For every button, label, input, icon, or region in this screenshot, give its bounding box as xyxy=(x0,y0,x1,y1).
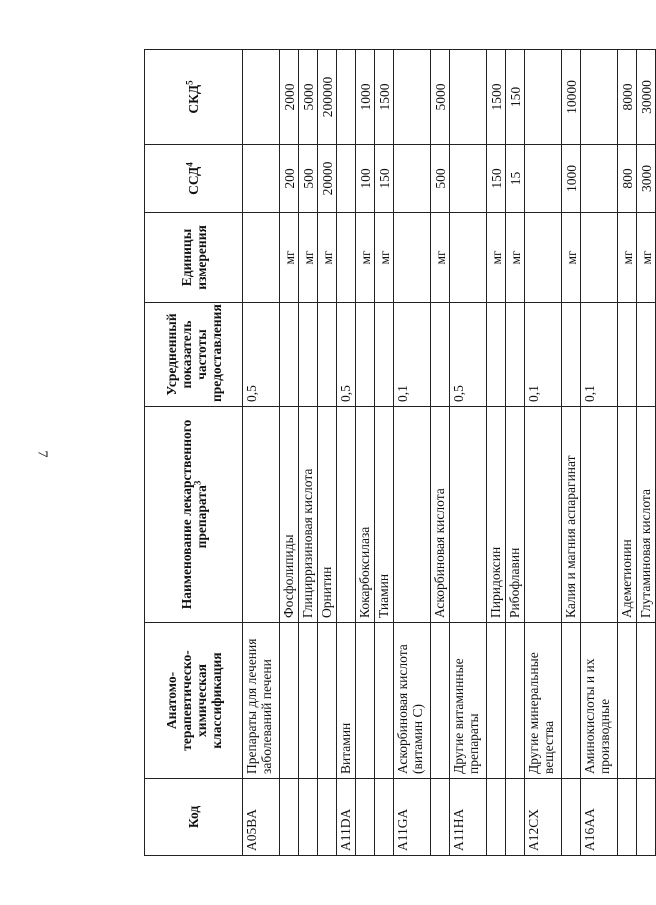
cell-unit xyxy=(525,213,562,303)
cell-frequency xyxy=(318,303,337,407)
cell-ssd: 100 xyxy=(356,145,375,213)
rotated-table-frame xyxy=(144,50,654,856)
cell-frequency xyxy=(299,303,318,407)
header-ssd-text: ССД xyxy=(186,166,201,195)
cell-code: A05BA xyxy=(243,779,280,856)
table-row xyxy=(356,50,375,856)
header-row xyxy=(145,50,243,856)
cell-unit xyxy=(581,213,618,303)
cell-skd xyxy=(581,50,618,145)
cell-frequency xyxy=(487,303,506,407)
cell-frequency xyxy=(280,303,299,407)
cell-frequency: 0,5 xyxy=(243,303,280,407)
table-row xyxy=(450,50,487,856)
table-row xyxy=(431,50,450,856)
cell-code xyxy=(280,779,299,856)
cell-frequency xyxy=(637,303,656,407)
cell-unit xyxy=(337,213,356,303)
header-code: Код xyxy=(145,779,243,856)
table-row xyxy=(299,50,318,856)
table-row xyxy=(562,50,581,856)
drug-table xyxy=(144,49,656,856)
cell-ssd: 1000 xyxy=(562,145,581,213)
cell-ssd xyxy=(450,145,487,213)
cell-atc: Витамин xyxy=(337,623,356,779)
cell-ssd xyxy=(243,145,280,213)
cell-skd xyxy=(243,50,280,145)
cell-atc xyxy=(506,623,525,779)
table-container xyxy=(144,50,654,856)
cell-ssd xyxy=(525,145,562,213)
cell-ssd: 15 xyxy=(506,145,525,213)
cell-drug xyxy=(337,407,356,623)
cell-unit: мг xyxy=(375,213,394,303)
header-unit: Единицы измерения xyxy=(145,213,243,303)
cell-code xyxy=(318,779,337,856)
header-drug-footnote: 3 xyxy=(192,480,202,486)
cell-skd xyxy=(394,50,431,145)
cell-skd: 5000 xyxy=(431,50,450,145)
cell-code xyxy=(562,779,581,856)
table-row xyxy=(618,50,637,856)
cell-skd: 1500 xyxy=(487,50,506,145)
cell-drug: Кокарбоксилаза xyxy=(356,407,375,623)
cell-skd xyxy=(525,50,562,145)
cell-unit: мг xyxy=(487,213,506,303)
cell-atc xyxy=(299,623,318,779)
cell-atc xyxy=(356,623,375,779)
cell-code: A11HA xyxy=(450,779,487,856)
cell-drug: Пиридоксин xyxy=(487,407,506,623)
cell-skd: 5000 xyxy=(299,50,318,145)
table-row xyxy=(394,50,431,856)
cell-atc xyxy=(318,623,337,779)
cell-ssd xyxy=(337,145,356,213)
cell-unit xyxy=(450,213,487,303)
cell-frequency: 0,1 xyxy=(394,303,431,407)
table-row xyxy=(637,50,656,856)
cell-ssd: 800 xyxy=(618,145,637,213)
cell-code xyxy=(356,779,375,856)
cell-frequency xyxy=(562,303,581,407)
cell-atc: Аминокислоты и их производные xyxy=(581,623,618,779)
cell-unit xyxy=(394,213,431,303)
cell-drug: Калия и магния аспарагинат xyxy=(562,407,581,623)
cell-drug: Фосфолипиды xyxy=(280,407,299,623)
cell-atc xyxy=(280,623,299,779)
cell-frequency: 0,1 xyxy=(581,303,618,407)
cell-frequency xyxy=(618,303,637,407)
cell-unit: мг xyxy=(299,213,318,303)
table-row xyxy=(581,50,618,856)
cell-ssd: 150 xyxy=(375,145,394,213)
cell-skd: 1000 xyxy=(356,50,375,145)
cell-code: A11DA xyxy=(337,779,356,856)
cell-skd xyxy=(450,50,487,145)
header-frequency: Усредненный показатель частоты предоставления xyxy=(145,303,243,407)
cell-drug xyxy=(525,407,562,623)
cell-frequency: 0,5 xyxy=(450,303,487,407)
cell-drug: Глицирризиновая кислота xyxy=(299,407,318,623)
cell-ssd: 500 xyxy=(299,145,318,213)
cell-atc: Другие витаминные препараты xyxy=(450,623,487,779)
header-skd xyxy=(145,50,243,145)
cell-drug: Тиамин xyxy=(375,407,394,623)
cell-skd xyxy=(337,50,356,145)
cell-unit: мг xyxy=(318,213,337,303)
cell-atc: Другие минеральные вещества xyxy=(525,623,562,779)
cell-unit: мг xyxy=(431,213,450,303)
cell-ssd: 500 xyxy=(431,145,450,213)
cell-code xyxy=(618,779,637,856)
cell-drug xyxy=(394,407,431,623)
cell-drug xyxy=(581,407,618,623)
cell-skd: 150 xyxy=(506,50,525,145)
cell-ssd xyxy=(581,145,618,213)
cell-drug: Аскорбиновая кислота xyxy=(431,407,450,623)
cell-code: A11GA xyxy=(394,779,431,856)
cell-drug: Глутаминовая кислота xyxy=(637,407,656,623)
cell-unit: мг xyxy=(637,213,656,303)
cell-ssd: 200 xyxy=(280,145,299,213)
cell-frequency xyxy=(375,303,394,407)
cell-drug: Рибофлавин xyxy=(506,407,525,623)
cell-frequency xyxy=(431,303,450,407)
table-row xyxy=(280,50,299,856)
cell-frequency xyxy=(356,303,375,407)
cell-code xyxy=(506,779,525,856)
cell-frequency: 0,1 xyxy=(525,303,562,407)
cell-unit: мг xyxy=(506,213,525,303)
cell-atc: Препараты для лечения заболеваний печени xyxy=(243,623,280,779)
header-drug-text: Наименование лекарственного препарата xyxy=(178,419,209,610)
cell-unit: мг xyxy=(618,213,637,303)
cell-code xyxy=(637,779,656,856)
table-row xyxy=(487,50,506,856)
cell-unit xyxy=(243,213,280,303)
cell-unit: мг xyxy=(356,213,375,303)
cell-atc xyxy=(562,623,581,779)
cell-atc: Аскорбиновая кислота (витамин С) xyxy=(394,623,431,779)
cell-drug: Адеметионин xyxy=(618,407,637,623)
cell-skd: 2000 xyxy=(280,50,299,145)
cell-unit: мг xyxy=(562,213,581,303)
cell-frequency xyxy=(506,303,525,407)
cell-skd: 30000 xyxy=(637,50,656,145)
header-ssd xyxy=(145,145,243,213)
header-skd-footnote: 5 xyxy=(184,80,195,85)
cell-code xyxy=(487,779,506,856)
table-row xyxy=(243,50,280,856)
cell-code xyxy=(299,779,318,856)
cell-drug: Орнитин xyxy=(318,407,337,623)
cell-ssd xyxy=(394,145,431,213)
cell-ssd: 3000 xyxy=(637,145,656,213)
cell-drug xyxy=(450,407,487,623)
table-row xyxy=(337,50,356,856)
cell-code xyxy=(375,779,394,856)
table-row xyxy=(375,50,394,856)
cell-ssd: 150 xyxy=(487,145,506,213)
page-number: 7 xyxy=(34,450,50,458)
header-drug xyxy=(145,407,243,623)
table-row xyxy=(525,50,562,856)
cell-atc xyxy=(375,623,394,779)
cell-skd: 8000 xyxy=(618,50,637,145)
cell-drug xyxy=(243,407,280,623)
cell-code: A16AA xyxy=(581,779,618,856)
cell-skd: 200000 xyxy=(318,50,337,145)
cell-code xyxy=(431,779,450,856)
cell-frequency: 0,5 xyxy=(337,303,356,407)
cell-atc xyxy=(637,623,656,779)
cell-unit: мг xyxy=(280,213,299,303)
cell-atc xyxy=(618,623,637,779)
cell-skd: 1500 xyxy=(375,50,394,145)
cell-skd: 10000 xyxy=(562,50,581,145)
header-atc: Анатомо-терапевтическо-химическая классификация xyxy=(145,623,243,779)
cell-code: A12CX xyxy=(525,779,562,856)
header-ssd-footnote: 4 xyxy=(184,162,195,167)
cell-atc xyxy=(487,623,506,779)
header-skd-text: СКД xyxy=(186,84,201,114)
cell-atc xyxy=(431,623,450,779)
table-row xyxy=(506,50,525,856)
cell-ssd: 20000 xyxy=(318,145,337,213)
table-row xyxy=(318,50,337,856)
